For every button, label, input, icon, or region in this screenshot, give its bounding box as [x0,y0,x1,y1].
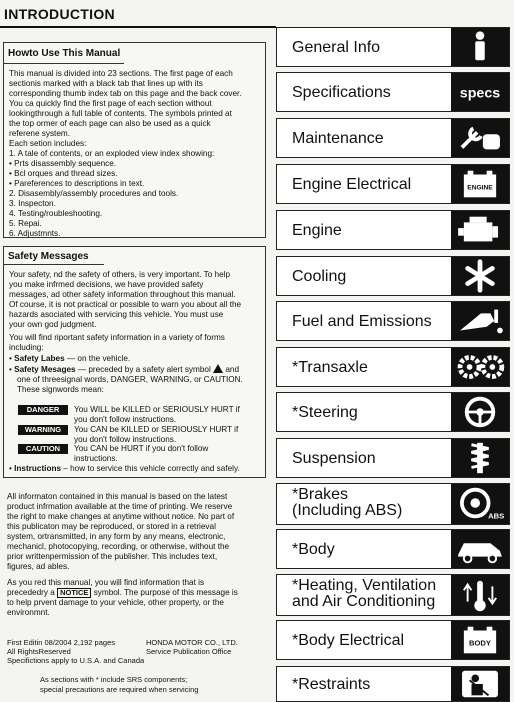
section-tab-label: Fuel and Emissions [292,313,432,330]
warning-badge: WARNING [18,425,68,435]
section-tab-13[interactable] [276,620,510,660]
safety-bullets [9,354,261,395]
howto-title: Howto Use This Manual [8,48,121,59]
safety-para2: You will find riportant safety information in a variety of forms including: [9,333,225,352]
fuel-nozzle-icon [451,302,509,340]
brake-disc-icon [451,484,509,524]
body-battery-icon [451,621,509,659]
section-tab-10[interactable] [276,483,510,525]
howto-list [9,149,264,239]
title-rule [0,26,276,28]
seatbelt-icon [451,667,509,701]
list-item: • Safety Labes — on the vehicle. [9,354,131,363]
svg-text:ABS: ABS [488,511,505,521]
section-tab-label: *Heating, Ventilation and Air Conditioning [292,577,437,610]
list-item: • Safety Mesages — preceded by a safety alert symbol and [9,365,239,374]
signal-caution: CAUTION You CAN be HURT if you don't follow instructions. [18,444,266,464]
howto-intro: This manual is divided into 23 sections. The first page of each sectionis marked with a black tab that lines up with its corresponding thumb index tab on this page and the back cover. You ca quickly find the first page of each section without lookingthrough a full table of contents. The symbols printed at the top ormer of each page can also be used as a quick referene system. Each setion includes: [9,69,242,148]
section-tab-label: *Body [292,541,335,558]
section-tab-1[interactable] [276,72,510,112]
section-tab-label: Cooling [292,268,347,285]
engine-icon [451,211,509,249]
thermometer-icon [451,575,509,615]
caution-badge: CAUTION [18,444,68,454]
section-tab-12[interactable] [276,574,510,616]
specs-icon-text: specs [459,85,501,102]
gears-icon [451,348,509,386]
svg-text:ENGINE: ENGINE [467,184,493,192]
list-item: 3. Inspecton. [9,199,56,208]
section-tab-label: Engine Electrical [292,176,412,193]
list-item: • Pareferences to descriptions in text. [9,179,145,188]
section-tab-label: Engine [292,222,342,239]
section-tab-label: Suspension [292,450,376,467]
safety-title: Safety Messages [8,251,89,262]
rights-paragraph: All informaton contained in this manual is based on the latest product infrmation available at the time of printing. We reserve the right to make changes at anytime without notice. No part of this publicaton may be reproduced, or stored in a retrieval system, ortransmitted, in any form by any means, electronic, mechanicl, photocopying, recording, or otherwise, without the prior writtenpermission of the publisher. This includes text, figures, ad ables. [7,492,235,571]
section-tab-0[interactable] [276,27,510,67]
section-tab-label: *Body Electrical [292,632,405,649]
bullet2-continuation: one of threesignal words, DANGER, WARNING, or CAUTION. These signwords mean: [17,375,243,394]
section-tab-label: Specifications [292,84,391,101]
list-item: 2. Disasembly/assembly procedures and tools. [9,189,179,198]
specs-icon [451,73,509,111]
safety-para1: Your safety, nd the safety of others, is very important. To help you make infrmed decisions, we have provided safety messages, ad other safety information throughout this manual. Of course, it is not practical or possible to warn you about all the hazards asociated with servicing this vehicle. You must use your own god judgment. [9,270,242,329]
section-tab-4[interactable] [276,210,510,250]
safety-box [3,246,266,478]
svg-text:BODY: BODY [469,638,491,648]
wrench-hand-icon [451,119,509,157]
notice-paragraph: As you red this manual, you will find information that is precededry a NOTICE symbol. The purpose of this message is to help prvent damage to your vehicle, other property, or the environmnt. [7,578,238,617]
list-item: • Prts disassembly sequence. [9,159,117,168]
howto-rule [4,63,124,64]
safety-bullet3: • Instructions – how to service this vehicle correctly and safely. [9,464,240,473]
srs-note: As sections with * include SRS components; special precautions are required when servicing [40,675,199,694]
signal-warning: WARNING You CAN be KILLED or SERIOUSLY HURT if you don't follow instructions. [18,425,266,445]
page-title: INTRODUCTION [4,6,115,22]
snowflake-icon [451,257,509,295]
notice-badge: NOTICE [57,588,91,598]
section-tab-9[interactable] [276,438,510,478]
edition-info: First Editin 08/2004 2,192 pages All RightsReserved Specifictions apply to U.S.A. and Canada [7,638,145,665]
company-info: HONDA MOTOR CO., LTD. Service Publication Office [146,638,238,656]
section-tab-14[interactable] [276,666,510,702]
list-item: 4. Testing/roubleshooting. [9,209,103,218]
section-tab-6[interactable] [276,301,510,341]
battery-icon [451,165,509,203]
section-tab-label: *Steering [292,404,358,421]
section-tab-2[interactable] [276,118,510,158]
section-tab-label: General Info [292,39,381,56]
section-tab-5[interactable] [276,256,510,296]
section-tab-label: *Transaxle [292,359,368,376]
section-tab-8[interactable] [276,392,510,432]
section-tab-3[interactable] [276,164,510,204]
list-item: 6. Adjustmnts. [9,229,61,238]
section-tab-11[interactable] [276,529,510,569]
section-tab-label: Maintenance [292,130,384,147]
howto-box [3,42,266,238]
shock-absorber-icon [451,439,509,477]
safety-alert-icon [213,364,223,373]
safety-rule [4,264,104,265]
list-item: 1. A tale of contents, or an exploded view index showing: [9,149,215,158]
section-tab-label: *Brakes (Including ABS) [292,486,403,519]
steering-wheel-icon [451,393,509,431]
section-tab-label: *Restraints [292,676,371,693]
section-tab-7[interactable] [276,347,510,387]
signal-danger: DANGER You WILL be KILLED or SERIOUSLY HURT if you don't follow instructions. [18,405,266,425]
list-item: • Bcl orques and thread sizes. [9,169,118,178]
list-item: 5. Repai. [9,219,42,228]
info-icon [451,28,509,66]
danger-badge: DANGER [18,405,68,415]
car-body-icon [451,530,509,568]
